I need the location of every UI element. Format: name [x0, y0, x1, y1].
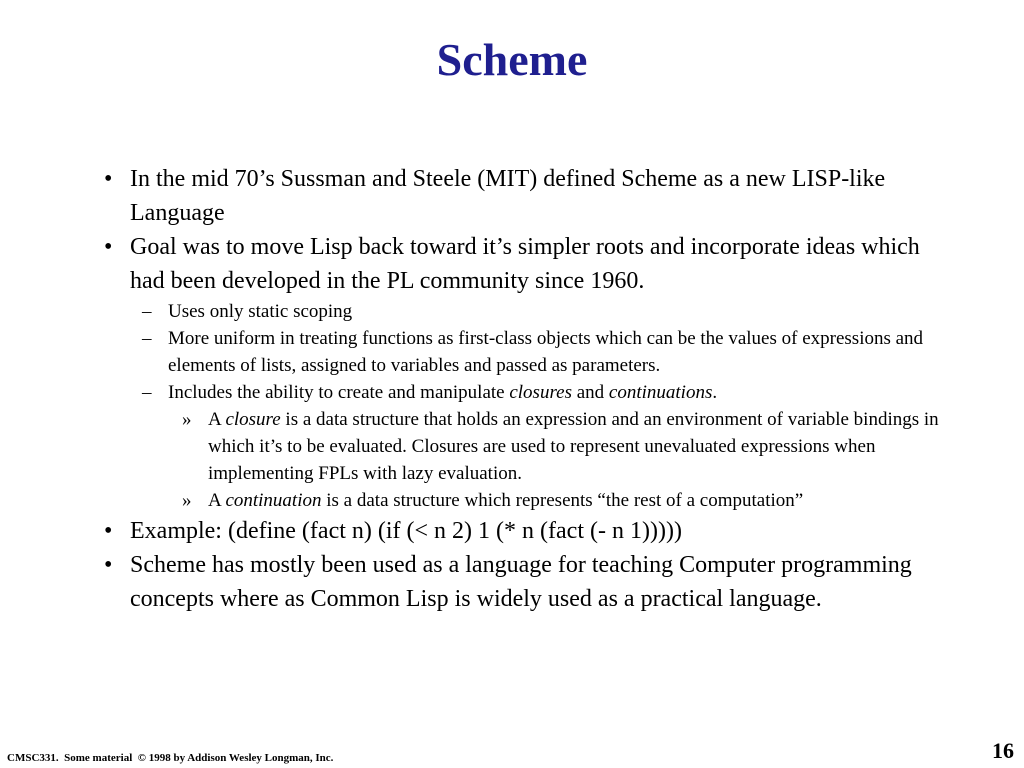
sub-bullet-text: More uniform in treating functions as first-class objects which can be the values of expressions and elements of lists, assigned to variables and passed as parameters. [168, 328, 924, 376]
slide-body [104, 162, 954, 616]
bullet-text: Example: (define (fact n) (if (< n 2) 1 (* n (fact (- n 1))))) [130, 518, 682, 544]
bullet-text: Scheme has mostly been used as a language for teaching Computer programming concepts where as Common Lisp is widely used as a practical language. [130, 552, 912, 612]
sub-sub-bullet-text [208, 490, 803, 511]
term-continuation: continuation [225, 490, 322, 511]
bullet-marker: • [104, 518, 113, 544]
sub-bullet-text [168, 382, 717, 403]
bullet-item [104, 230, 954, 298]
chevron-marker: » [182, 409, 192, 430]
term-continuations: continuations [608, 382, 713, 403]
bullet-text: Goal was to move Lisp back toward it’s simpler roots and incorporate ideas which had been developed in the PL community since 1960. [130, 234, 920, 294]
dash-marker: – [142, 328, 152, 349]
text-run: A [208, 409, 226, 430]
text-run: Includes the ability to create and manipulate [168, 382, 510, 403]
dash-marker: – [142, 382, 152, 403]
page-number: 16 [992, 738, 1014, 763]
footer-credit: CMSC331. Some material © 1998 by Addison Wesley Longman, Inc. [7, 752, 334, 764]
slide-title: Scheme [436, 34, 588, 85]
text-run: . [712, 382, 718, 403]
sub-bullet-item [142, 325, 954, 379]
bullet-item [104, 514, 954, 548]
sub-sub-bullet-item [182, 406, 954, 487]
bullet-marker: • [104, 234, 113, 260]
text-run: and [571, 382, 609, 403]
term-closure: closure [225, 409, 281, 430]
bullet-text: In the mid 70’s Sussman and Steele (MIT) defined Scheme as a new LISP-like Language [130, 166, 886, 226]
term-closures: closures [509, 382, 572, 403]
text-run: is a data structure that holds an expression and an environment of variable bindings in which it’s to be evaluated. Closures are used to represent unevaluated expressions when implementing FPLs with lazy evaluation. [208, 409, 939, 484]
text-run: is a data structure which represents “the rest of a computation” [321, 490, 804, 511]
sub-sub-bullet-text [208, 409, 939, 484]
dash-marker: – [142, 301, 152, 322]
bullet-marker: • [104, 552, 113, 578]
chevron-marker: » [182, 490, 192, 511]
sub-bullet-item [142, 379, 954, 406]
sub-bullet-item [142, 298, 954, 325]
bullet-item [104, 162, 954, 230]
bullet-item [104, 548, 954, 616]
sub-sub-bullet-item [182, 487, 954, 514]
sub-bullet-text: Uses only static scoping [168, 301, 353, 322]
bullet-marker: • [104, 166, 113, 192]
text-run: A [208, 490, 226, 511]
